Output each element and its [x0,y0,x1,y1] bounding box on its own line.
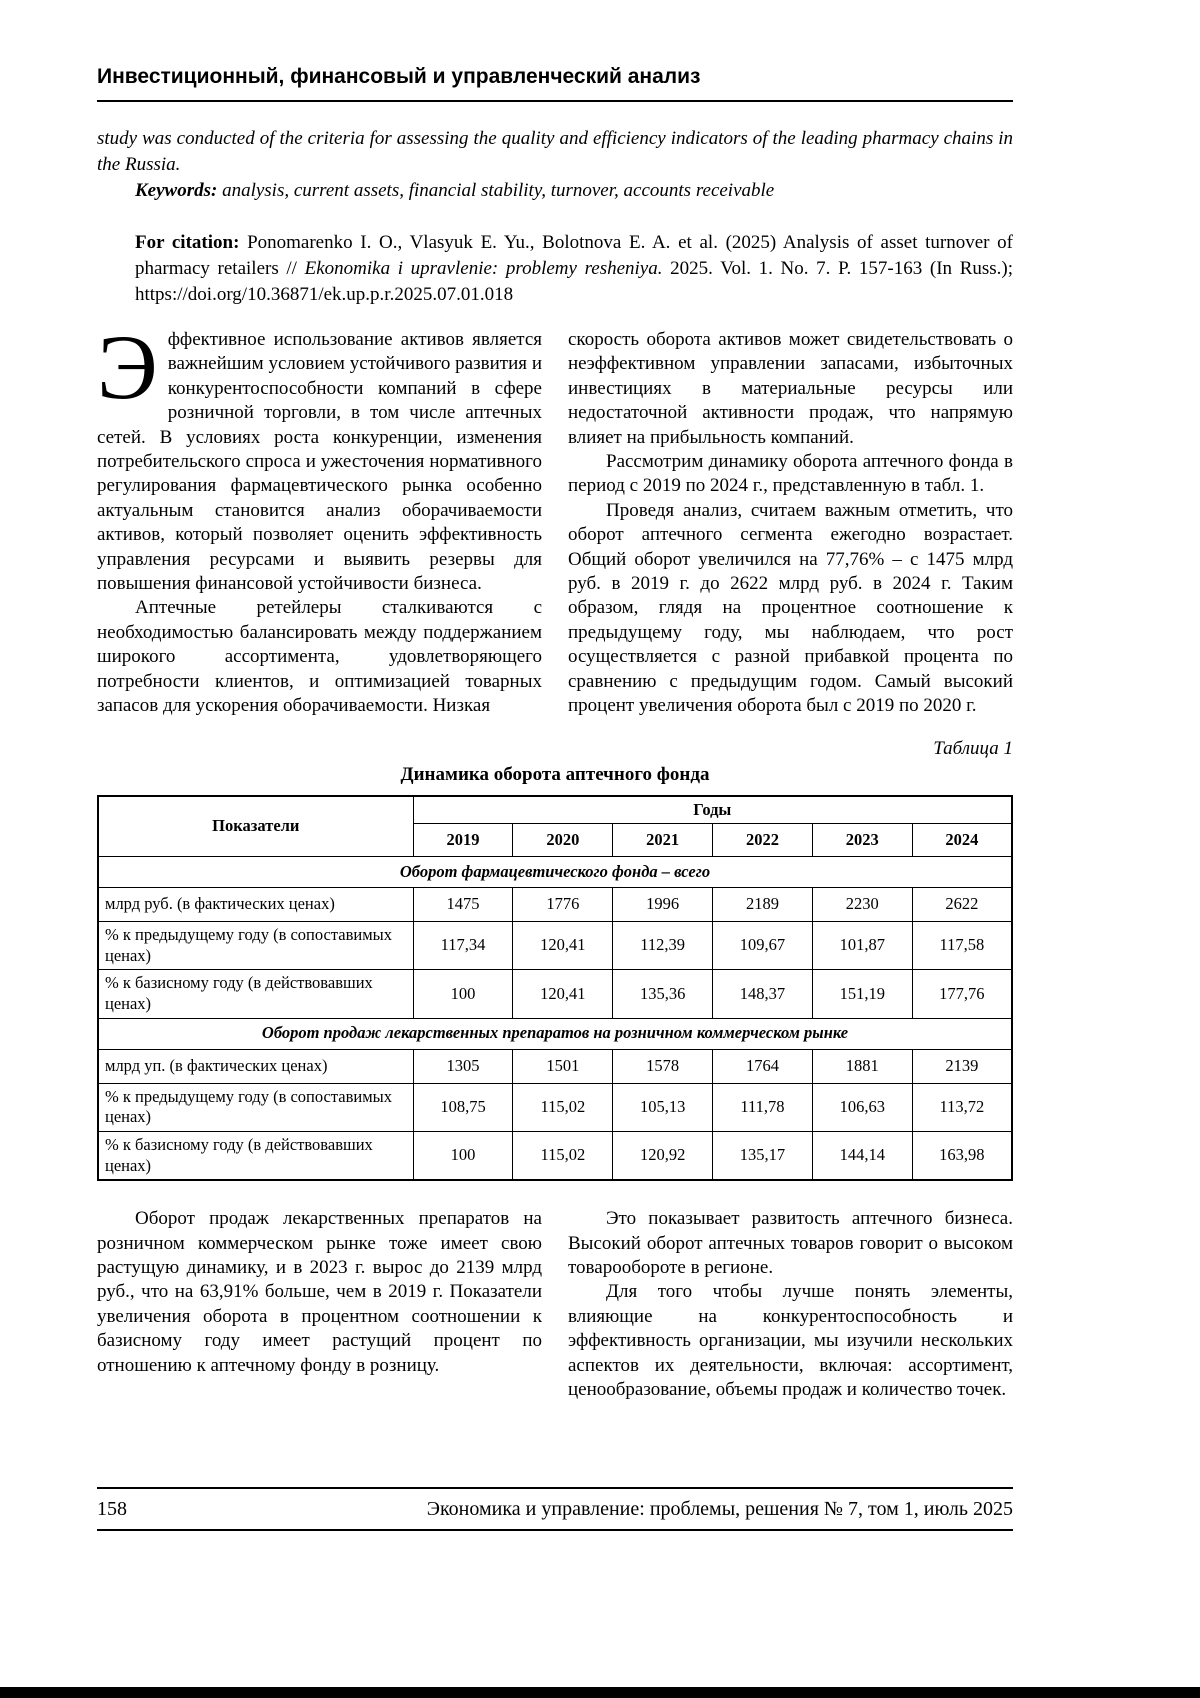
table-cell: 108,75 [413,1083,513,1131]
table-cell: 1776 [513,888,613,922]
table-header-row [98,796,1012,824]
table-cell: 1764 [713,1049,813,1083]
keywords-label: Keywords: [135,180,218,201]
table-cell: 2230 [812,888,912,922]
year-header: 2020 [513,824,613,857]
table-cell: 135,17 [713,1131,813,1180]
after-table-columns [97,1207,1013,1402]
citation-block [135,230,1013,308]
table-cell: 1305 [413,1049,513,1083]
keywords-line [97,178,1013,204]
table-cell: 2189 [713,888,813,922]
row-label: % к базисному году (в действовавших ценах) [98,1131,413,1180]
left-column [97,1207,542,1402]
paragraph: Оборот продаж лекарственных препаратов на розничном коммерческом рынке тоже имеет свою растущую динамику, и в 2023 г. вырос до 2139 млрд руб., что на 63,91% больше, чем в 2019 г. Показатели увеличения оборота в процентном соотношении к базисному году имеет растущий процент по отношению к аптечному фонду в розницу. [97,1208,542,1376]
row-label: млрд уп. (в фактических ценах) [98,1049,413,1083]
table-cell: 177,76 [912,970,1012,1018]
table-cell: 109,67 [713,922,813,970]
table-row [98,970,1012,1018]
section-title: Оборот фармацевтического фонда – всего [98,857,1012,888]
paragraph: Для того чтобы лучше понять элементы, влияющие на конкурентоспособность и эффективность организации, мы изучили нескольких аспектов их деятельности, включая: ассортимент, ценообразование, объемы продаж и количество точек. [568,1281,1013,1400]
row-label: % к базисному году (в действовавших ценах) [98,970,413,1018]
table-cell: 117,58 [912,922,1012,970]
table-cell: 1475 [413,888,513,922]
table-cell: 1881 [812,1049,912,1083]
section-header-row [98,857,1012,888]
table-cell: 101,87 [812,922,912,970]
table-cell: 120,92 [613,1131,713,1180]
right-column [568,328,1013,719]
table-cell: 115,02 [513,1083,613,1131]
row-label: млрд руб. (в фактических ценах) [98,888,413,922]
year-header: 2021 [613,824,713,857]
table-cell: 1501 [513,1049,613,1083]
paragraph: Аптечные ретейлеры сталкиваются с необходимостью балансировать между поддержанием широкого ассортимента, удовлетворяющего потребности клиентов, и оптимизацией товарных запасов для ускорения оборачиваемости. Низкая [97,597,542,717]
paragraph [97,316,542,596]
table-row [98,888,1012,922]
table-cell: 120,41 [513,922,613,970]
page-number: 158 [97,1498,127,1520]
paragraph-text: ффективное использование активов является важнейшим условием устойчивого развития и конкурентоспособности компаний в сфере розничной торговли, в том числе аптечных сетей. В условиях роста конкуренции, изменения потребительского спроса и ужесточения нормативного регулирования фармацевтического рынка особенно актуальным становится анализ оборачиваемости активов, который позволяет оценить эффективность управления ресурсами и выявить резервы для повышения финансовой устойчивости бизнеса. [97,329,542,595]
citation-label: For citation: [135,232,240,253]
header-indicator: Показатели [98,796,413,857]
table-row [98,1131,1012,1180]
table-row [98,1049,1012,1083]
table-cell: 120,41 [513,970,613,1018]
table-row [98,1083,1012,1131]
citation-doi: 2025. Vol. 1. No. 7. P. 157-163 (In Russ.); https://doi.org/10.36871/ek.up.p.r.2025.07.01.018 [135,258,1014,305]
table-cell: 115,02 [513,1131,613,1180]
year-header: 2024 [912,824,1012,857]
citation-journal: Ekonomika i upravlenie: problemy resheniya. [304,258,663,279]
table-cell: 113,72 [912,1083,1012,1131]
table-cell: 151,19 [812,970,912,1018]
drop-cap: Э [97,316,158,418]
dynamics-table [97,795,1013,1182]
page-footer [97,1487,1013,1531]
header-rule [97,100,1013,102]
section-title: Оборот продаж лекарственных препаратов на розничном коммерческом рынке [98,1018,1012,1049]
table-title: Динамика оборота аптечного фонда [400,763,710,785]
running-head: Инвестиционный, финансовый и управленческий анализ [97,65,701,88]
table-cell: 100 [413,970,513,1018]
year-header: 2019 [413,824,513,857]
table-cell: 1578 [613,1049,713,1083]
abstract-english: study was conducted of the criteria for assessing the quality and efficiency indicators of the leading pharmacy chains in the Russia. [97,128,1013,175]
table-cell: 144,14 [812,1131,912,1180]
header-years-group: Годы [413,796,1012,824]
section-header-row [98,1018,1012,1049]
table-cell: 148,37 [713,970,813,1018]
scan-edge-bar [0,1687,1200,1698]
year-header: 2022 [713,824,813,857]
year-header: 2023 [812,824,912,857]
row-label: % к предыдущему году (в сопоставимых ценах) [98,1083,413,1131]
journal-line: Экономика и управление: проблемы, решения № 7, том 1, июль 2025 [426,1498,1013,1520]
paragraph: Проведя анализ, считаем важным отметить, что оборот аптечного сегмента ежегодно возрастает. Общий оборот увеличился на 77,76% – с 1475 млрд руб. в 2019 г. до 2622 млрд руб. в 2024 г. Таким образом, глядя на процентное соотношение к предыдущему году, мы наблюдаем, что рост осуществляется с разной прибавкой процента по сравнению с предыдущим годом. Самый высокий процент увеличения оборота был с 2019 по 2020 г. [568,499,1013,717]
table-cell: 111,78 [713,1083,813,1131]
table-row [98,922,1012,970]
table-cell: 100 [413,1131,513,1180]
table-cell: 2622 [912,888,1012,922]
citation-authors: Ponomarenko I. O., Vlasyuk E. Yu., Bolotnova E. A. et al. (2025) Analysis of asset turnover of pharmacy retailers // [135,232,1013,279]
paragraph: скорость оборота активов может свидетельствовать о неэффективном управлении запасами, избыточных инвестициях в материальные ресурсы или недостаточной активности продаж, что напрямую влияет на прибыльность компаний. [568,329,1013,448]
table-cell: 1996 [613,888,713,922]
table-cell: 117,34 [413,922,513,970]
table-caption: Таблица 1 [933,737,1013,759]
body-columns [97,316,1013,719]
table-cell: 163,98 [912,1131,1012,1180]
page-content [97,0,1013,1402]
table-cell: 106,63 [812,1083,912,1131]
table-cell: 112,39 [613,922,713,970]
paragraph: Рассмотрим динамику оборота аптечного фонда в период с 2019 по 2024 г., представленную в табл. 1. [568,451,1013,497]
row-label: % к предыдущему году (в сопоставимых ценах) [98,922,413,970]
table-cell: 2139 [912,1049,1012,1083]
table-cell: 135,36 [613,970,713,1018]
right-column [568,1207,1013,1402]
left-column [97,316,542,719]
table-cell: 105,13 [613,1083,713,1131]
paragraph: Это показывает развитость аптечного бизнеса. Высокий оборот аптечных товаров говорит о высоком товарообороте в регионе. [568,1208,1013,1278]
keywords-text: analysis, current assets, financial stability, turnover, accounts receivable [222,180,775,201]
